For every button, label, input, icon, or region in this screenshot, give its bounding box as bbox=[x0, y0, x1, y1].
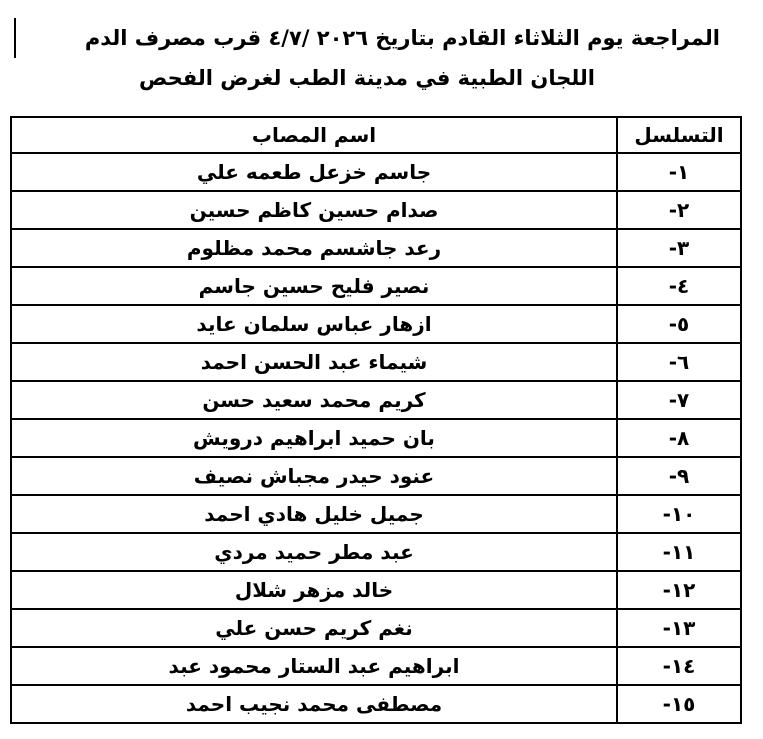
row-serial: ١٥- bbox=[617, 685, 741, 723]
table-row bbox=[11, 419, 741, 457]
patients-table bbox=[10, 116, 742, 724]
header-serial: التسلسل bbox=[617, 117, 741, 153]
row-name: ابراهيم عبد الستار محمود عبد bbox=[11, 647, 617, 685]
row-serial: ٥- bbox=[617, 305, 741, 343]
row-name: عبد مطر حميد مردي bbox=[11, 533, 617, 571]
row-name: نغم كريم حسن علي bbox=[11, 609, 617, 647]
heading-line-committees: اللجان الطبية في مدينة الطب لغرض الفحص bbox=[138, 66, 595, 90]
table-row bbox=[11, 647, 741, 685]
heading-line-appointment: المراجعة يوم الثلاثاء القادم بتاريخ ٢٠٢٦ /٤/٧ قرب مصرف الدم bbox=[14, 18, 720, 58]
row-name: بان حميد ابراهيم درويش bbox=[11, 419, 617, 457]
table-row bbox=[11, 305, 741, 343]
row-serial: ٧- bbox=[617, 381, 741, 419]
table-row bbox=[11, 457, 741, 495]
row-serial: ٤- bbox=[617, 267, 741, 305]
row-serial: ٢- bbox=[617, 191, 741, 229]
table-row bbox=[11, 229, 741, 267]
table-row bbox=[11, 571, 741, 609]
row-serial: ٨- bbox=[617, 419, 741, 457]
table-row bbox=[11, 685, 741, 723]
table-header-row bbox=[11, 117, 741, 153]
row-name: صدام حسين كاظم حسين bbox=[11, 191, 617, 229]
row-serial: ١١- bbox=[617, 533, 741, 571]
table-row bbox=[11, 267, 741, 305]
row-serial: ١٠- bbox=[617, 495, 741, 533]
row-name: خالد مزهر شلال bbox=[11, 571, 617, 609]
row-name: جاسم خزعل طعمه علي bbox=[11, 153, 617, 191]
table-row bbox=[11, 343, 741, 381]
document-heading bbox=[14, 18, 720, 98]
row-serial: ٣- bbox=[617, 229, 741, 267]
row-name: نصير فليح حسين جاسم bbox=[11, 267, 617, 305]
table-row bbox=[11, 153, 741, 191]
table-row bbox=[11, 495, 741, 533]
row-serial: ٦- bbox=[617, 343, 741, 381]
row-name: مصطفى محمد نجيب احمد bbox=[11, 685, 617, 723]
row-serial: ٩- bbox=[617, 457, 741, 495]
row-serial: ١٢- bbox=[617, 571, 741, 609]
row-name: كريم محمد سعيد حسن bbox=[11, 381, 617, 419]
row-name: جميل خليل هادي احمد bbox=[11, 495, 617, 533]
table-row bbox=[11, 381, 741, 419]
row-serial: ١- bbox=[617, 153, 741, 191]
row-name: شيماء عبد الحسن احمد bbox=[11, 343, 617, 381]
row-name: عنود حيدر مجباش نصيف bbox=[11, 457, 617, 495]
row-name: رعد جاشسم محمد مظلوم bbox=[11, 229, 617, 267]
row-name: ازهار عباس سلمان عايد bbox=[11, 305, 617, 343]
header-name: اسم المصاب bbox=[11, 117, 617, 153]
row-serial: ١٤- bbox=[617, 647, 741, 685]
row-serial: ١٣- bbox=[617, 609, 741, 647]
table-row bbox=[11, 609, 741, 647]
table-row bbox=[11, 533, 741, 571]
table-row bbox=[11, 191, 741, 229]
